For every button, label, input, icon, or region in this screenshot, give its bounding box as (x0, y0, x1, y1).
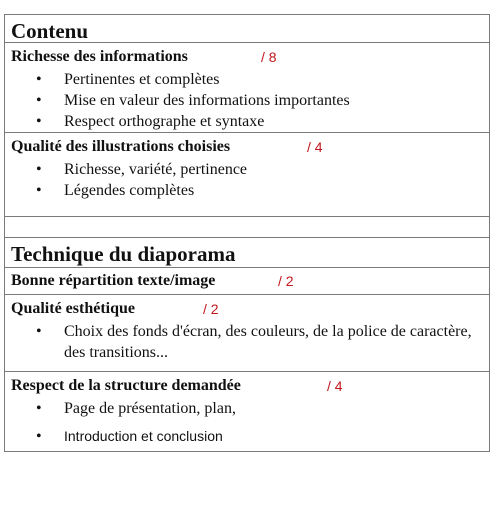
criterion-score: / 4 (307, 139, 323, 155)
criterion-items (5, 159, 489, 203)
bullet-icon: • (36, 71, 42, 88)
spacer-row (5, 216, 489, 237)
criterion-esthetique (5, 294, 489, 371)
list-item: • Choix des fonds d'écran, des couleurs, de la police de caractère, des transitions... (36, 323, 472, 361)
criterion-items (5, 321, 489, 365)
criterion-title: Richesse des informations (11, 48, 188, 65)
bullet-icon: • (36, 182, 42, 199)
criterion-structure (5, 371, 489, 451)
list-item: • Légendes complètes (36, 182, 195, 199)
section-title: Contenu (11, 19, 89, 43)
criterion-title: Qualité des illustrations choisies (11, 138, 231, 155)
criterion-title: Bonne répartition texte/image (11, 272, 216, 289)
criterion-heading (5, 374, 489, 398)
grading-table (4, 14, 490, 452)
criterion-heading (5, 135, 489, 159)
bullet-icon: • (36, 113, 42, 130)
list-item: • Pertinentes et complètes (36, 71, 220, 88)
list-item: • Page de présentation, plan, (36, 400, 236, 417)
bullet-icon: • (36, 428, 42, 445)
criterion-score: / 8 (261, 49, 277, 65)
criterion-title: Qualité esthétique (11, 300, 135, 317)
criterion-richesse (5, 42, 489, 132)
criterion-score: / 4 (327, 378, 343, 394)
criterion-illustrations (5, 132, 489, 216)
criterion-items (5, 398, 489, 449)
section-title-technique (5, 237, 489, 267)
list-item: • Respect orthographe et syntaxe (36, 113, 265, 130)
criterion-heading (5, 45, 489, 69)
list-item: • Richesse, variété, pertinence (36, 161, 248, 178)
section-title: Technique du diaporama (11, 242, 236, 266)
bullet-icon: • (36, 400, 42, 417)
criterion-repartition (5, 267, 489, 294)
section-title-contenu (5, 14, 489, 42)
list-item: • Introduction et conclusion (36, 428, 223, 445)
bullet-icon: • (36, 92, 42, 109)
criterion-score: / 2 (203, 301, 219, 317)
criterion-items (5, 69, 489, 134)
criterion-score: / 2 (278, 273, 294, 289)
list-item: • Mise en valeur des informations importantes (36, 92, 350, 109)
criterion-heading (5, 269, 489, 293)
criterion-title: Respect de la structure demandée (11, 377, 241, 394)
criterion-heading (5, 297, 489, 321)
bullet-icon: • (36, 323, 42, 340)
bullet-icon: • (36, 161, 42, 178)
